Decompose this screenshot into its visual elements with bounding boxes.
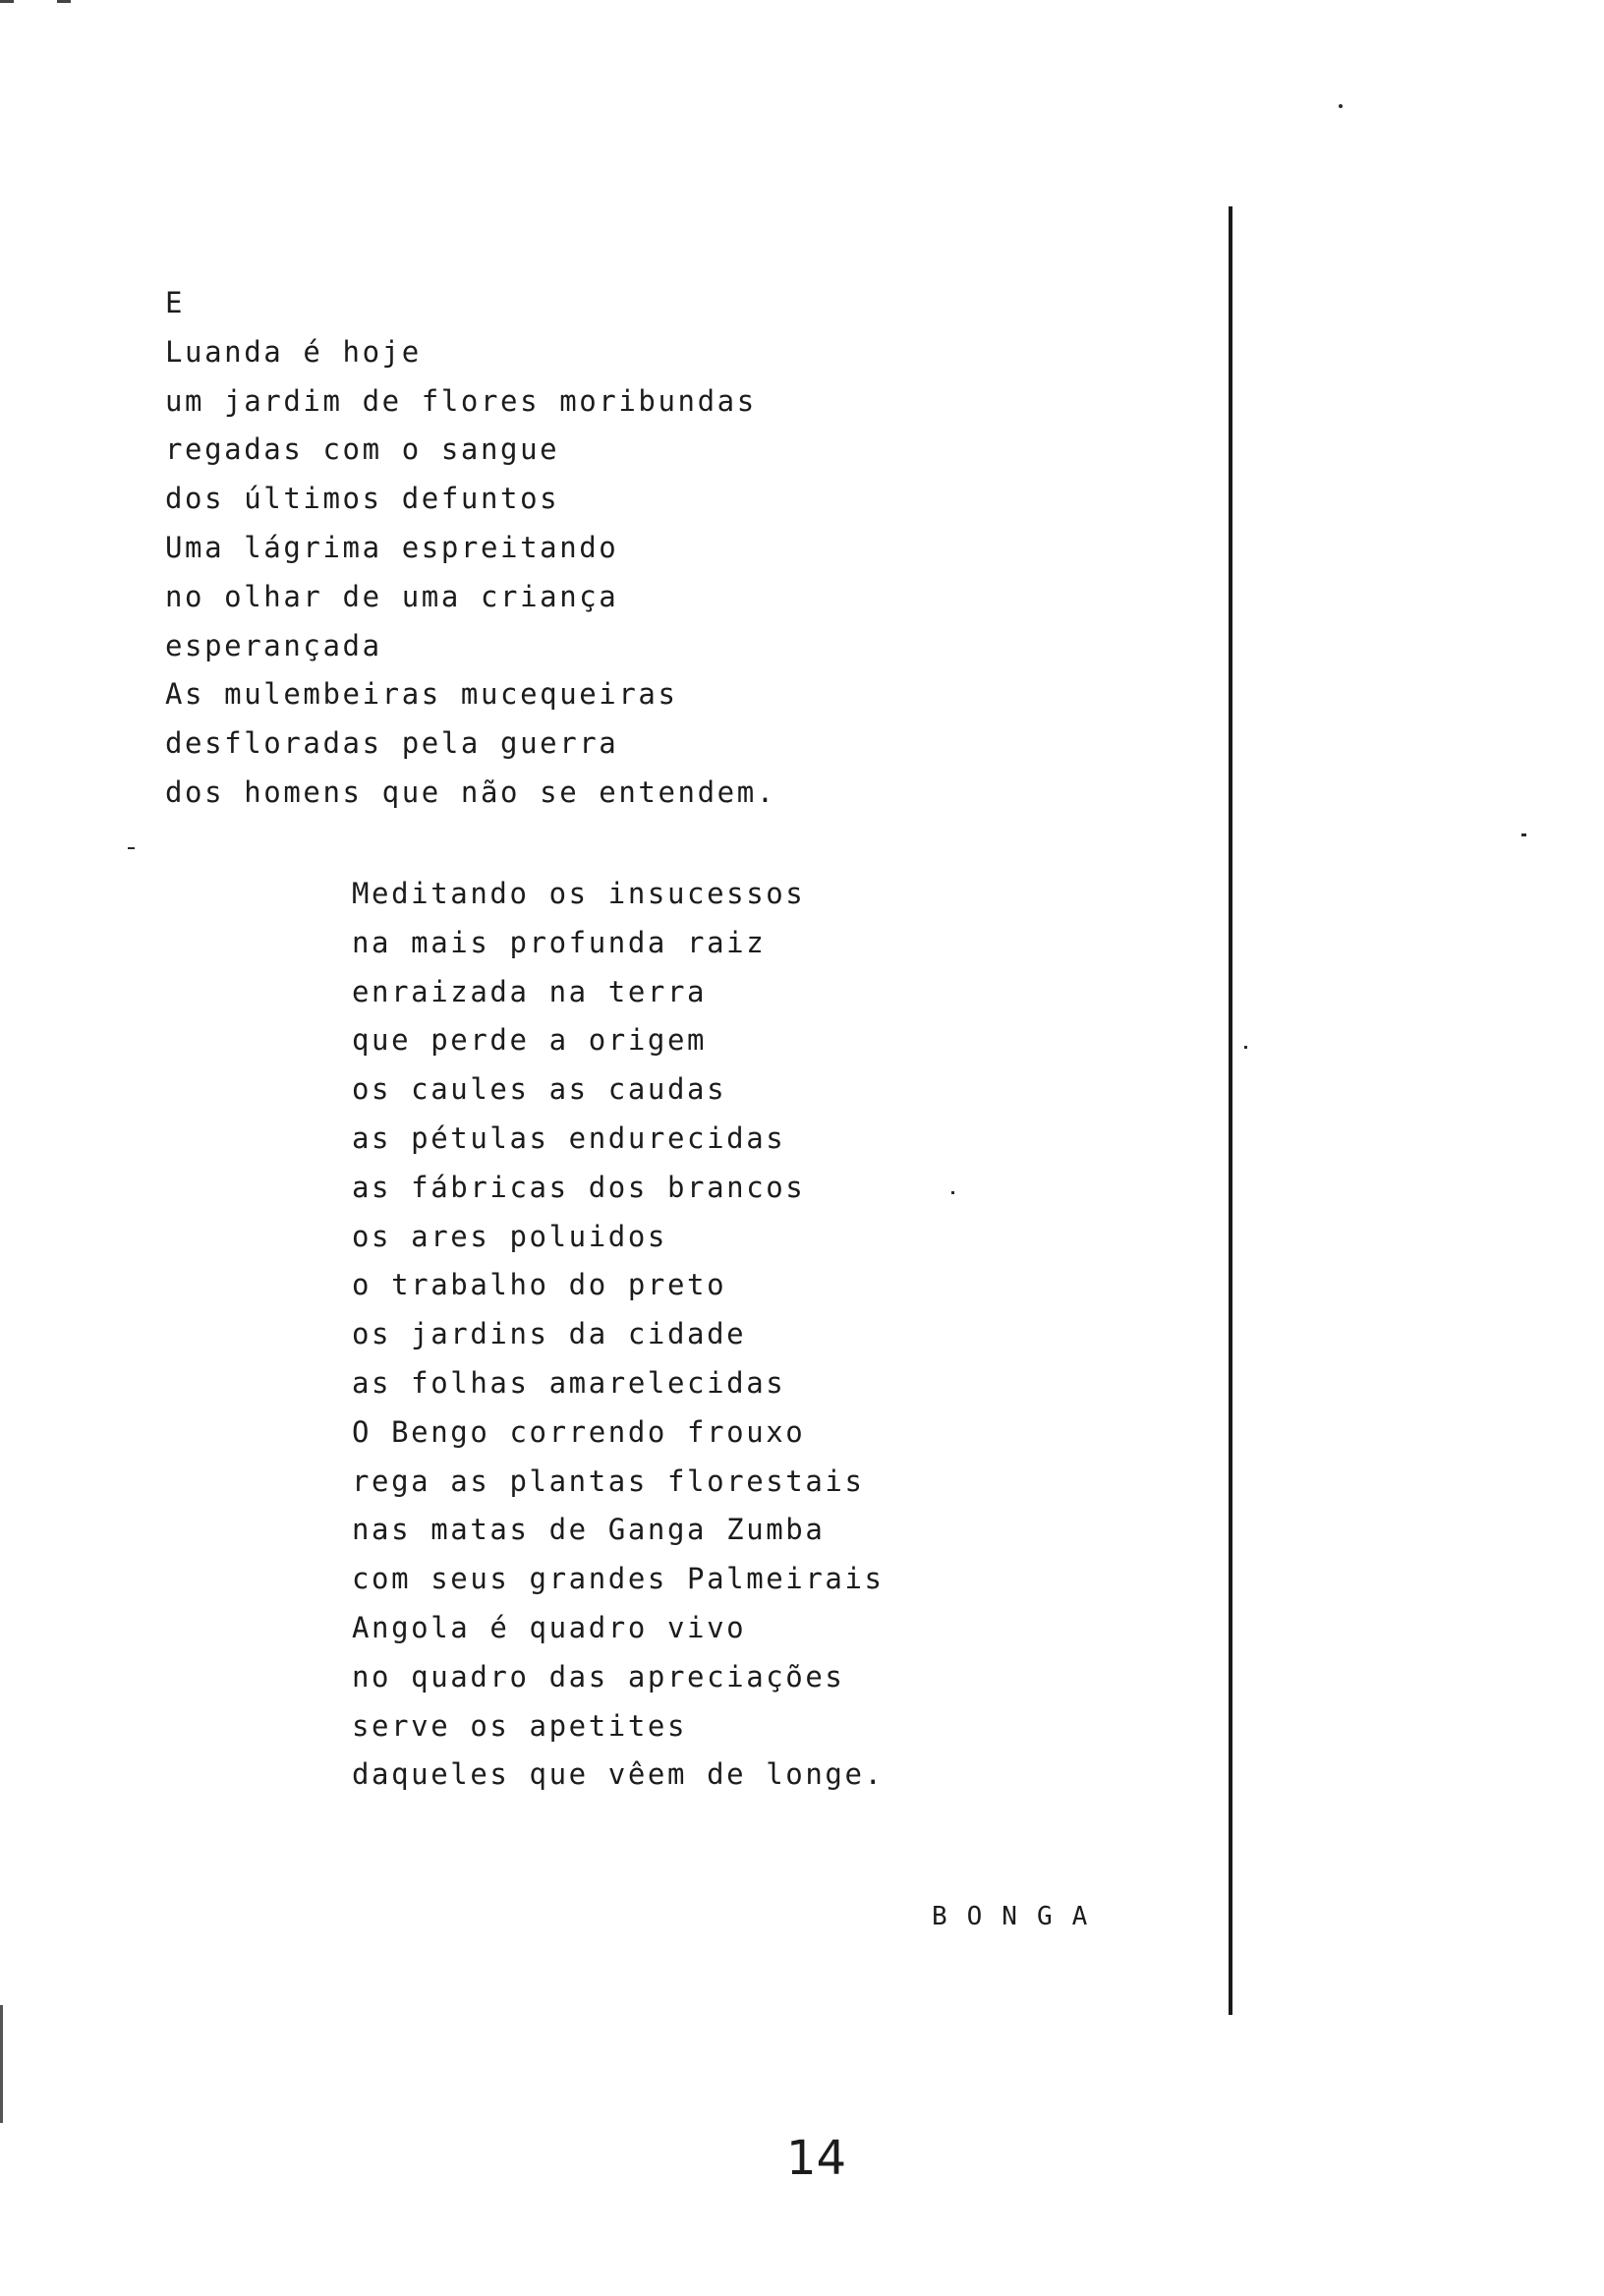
poem-line: Meditando os insucessos [352, 877, 806, 910]
scan-speck [1244, 1046, 1247, 1049]
poem-line: as pétulas endurecidas [352, 1120, 786, 1155]
poem-line: regadas com o sangue [165, 432, 560, 467]
page-number: 14 [786, 2131, 847, 2186]
poem-line: nas matas de Ganga Zumba [352, 1513, 826, 1547]
poem-line: Uma lágrima espreitando [165, 530, 619, 564]
poem-line: no olhar de uma criança [165, 579, 619, 613]
poem-line: as fábricas dos brancos [352, 1170, 806, 1204]
poem-line: rega as plantas florestais [352, 1464, 865, 1498]
poem-line: um jardim de flores moribundas [165, 383, 757, 418]
scan-edge [0, 0, 14, 3]
poem-line: E [165, 286, 186, 319]
scan-edge [0, 2005, 3, 2123]
poem-stanza-2 [352, 870, 885, 1800]
poem-line: na mais profunda raiz [352, 925, 767, 959]
scan-speck [951, 1191, 954, 1194]
poem-line: dos homens que não se entendem. [165, 775, 776, 809]
author-signature: BONGA [932, 1902, 1108, 1931]
poem-line: os ares poluidos [352, 1219, 667, 1253]
poem-line: O Bengo correndo frouxo [352, 1414, 806, 1449]
scan-speck [1521, 833, 1526, 836]
poem-line: com seus grandes Palmeirais [352, 1562, 885, 1596]
poem-line: as folhas amarelecidas [352, 1365, 786, 1400]
poem-line: As mulembeiras mucequeiras [165, 677, 678, 712]
poem-line: desfloradas pela guerra [165, 726, 619, 761]
poem-line: Luanda é hoje [165, 334, 422, 369]
poem-line: que perde a origem [352, 1023, 708, 1058]
poem-line: esperançada [165, 628, 382, 662]
poem-line: serve os apetites [352, 1708, 688, 1743]
poem-line: no quadro das apreciações [352, 1659, 845, 1693]
poem-line: o trabalho do preto [352, 1268, 727, 1302]
poem-line: dos últimos defuntos [165, 482, 560, 516]
scan-speck [1339, 104, 1343, 108]
poem-line: enraizada na terra [352, 974, 708, 1008]
margin-rule [1229, 206, 1232, 2015]
poem-line: Angola é quadro vivo [352, 1610, 747, 1644]
poem-stanza-1 [165, 279, 776, 818]
scan-speck [128, 847, 135, 849]
poem-line: os caules as caudas [352, 1072, 727, 1107]
poem-line: os jardins da cidade [352, 1317, 747, 1351]
poem-line: daqueles que vêem de longe. [352, 1757, 885, 1792]
scan-edge [57, 0, 71, 3]
